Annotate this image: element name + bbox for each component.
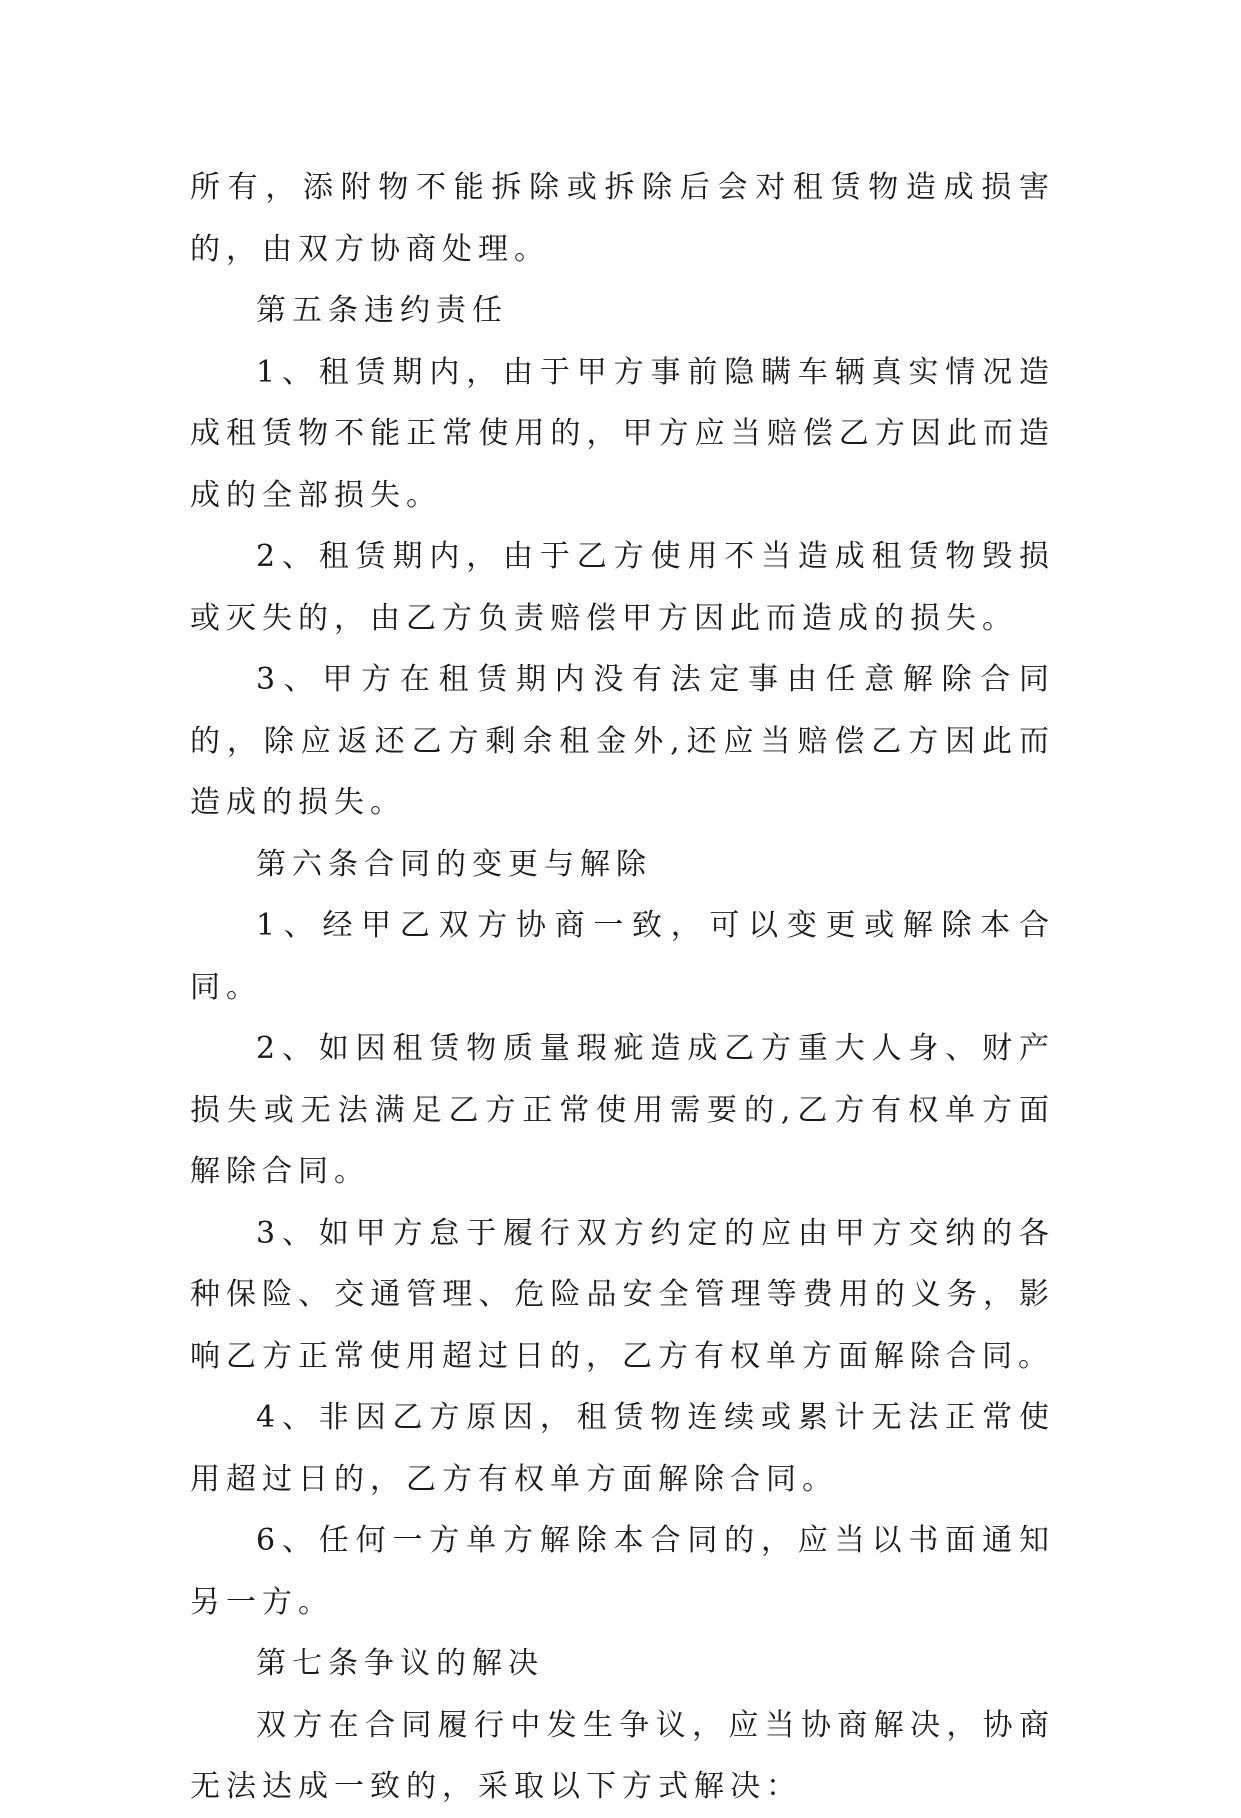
article-7-heading: 第七条争议的解决 bbox=[256, 1646, 544, 1681]
article-5-clause-3: 3、甲方在租赁期内没有法定事由任意解除合同的，除应返还乙方剩余租金外,还应当赔偿乙方因此而造成的损失。 bbox=[190, 662, 1055, 820]
article-6-clause-1: 1、经甲乙双方协商一致，可以变更或解除本合同。 bbox=[190, 908, 1055, 1005]
article-6-clause-2: 2、如因租赁物质量瑕疵造成乙方重大人身、财产损失或无法满足乙方正常使用需要的,乙方有权单方面解除合同。 bbox=[190, 1031, 1055, 1189]
paragraph-continuation: 所有，添附物不能拆除或拆除后会对租赁物造成损害的，由双方协商处理。 bbox=[190, 170, 1055, 267]
article-5-clause-1: 1、租赁期内，由于甲方事前隐瞒车辆真实情况造成租赁物不能正常使用的，甲方应当赔偿乙方因此而造成的全部损失。 bbox=[190, 354, 1055, 513]
article-6-clause-4: 4、非因乙方原因，租赁物连续或累计无法正常使用超过日的，乙方有权单方面解除合同。 bbox=[190, 1400, 1055, 1497]
article-5-clause-2: 2、租赁期内，由于乙方使用不当造成租赁物毁损或灭失的，由乙方负责赔偿甲方因此而造成的损失。 bbox=[190, 539, 1055, 636]
article-5-heading: 第五条违约责任 bbox=[256, 293, 508, 328]
article-6-clause-3: 3、如甲方怠于履行双方约定的应由甲方交纳的各种保险、交通管理、危险品安全管理等费用的义务，影响乙方正常使用超过日的，乙方有权单方面解除合同。 bbox=[190, 1215, 1055, 1374]
document-body bbox=[190, 157, 1055, 1818]
article-7-body: 双方在合同履行中发生争议，应当协商解决，协商无法达成一致的，采取以下方式解决： bbox=[190, 1707, 1055, 1804]
article-6-heading: 第六条合同的变更与解除 bbox=[256, 846, 652, 882]
article-6-clause-6: 6、任何一方单方解除本合同的，应当以书面通知另一方。 bbox=[190, 1523, 1055, 1620]
